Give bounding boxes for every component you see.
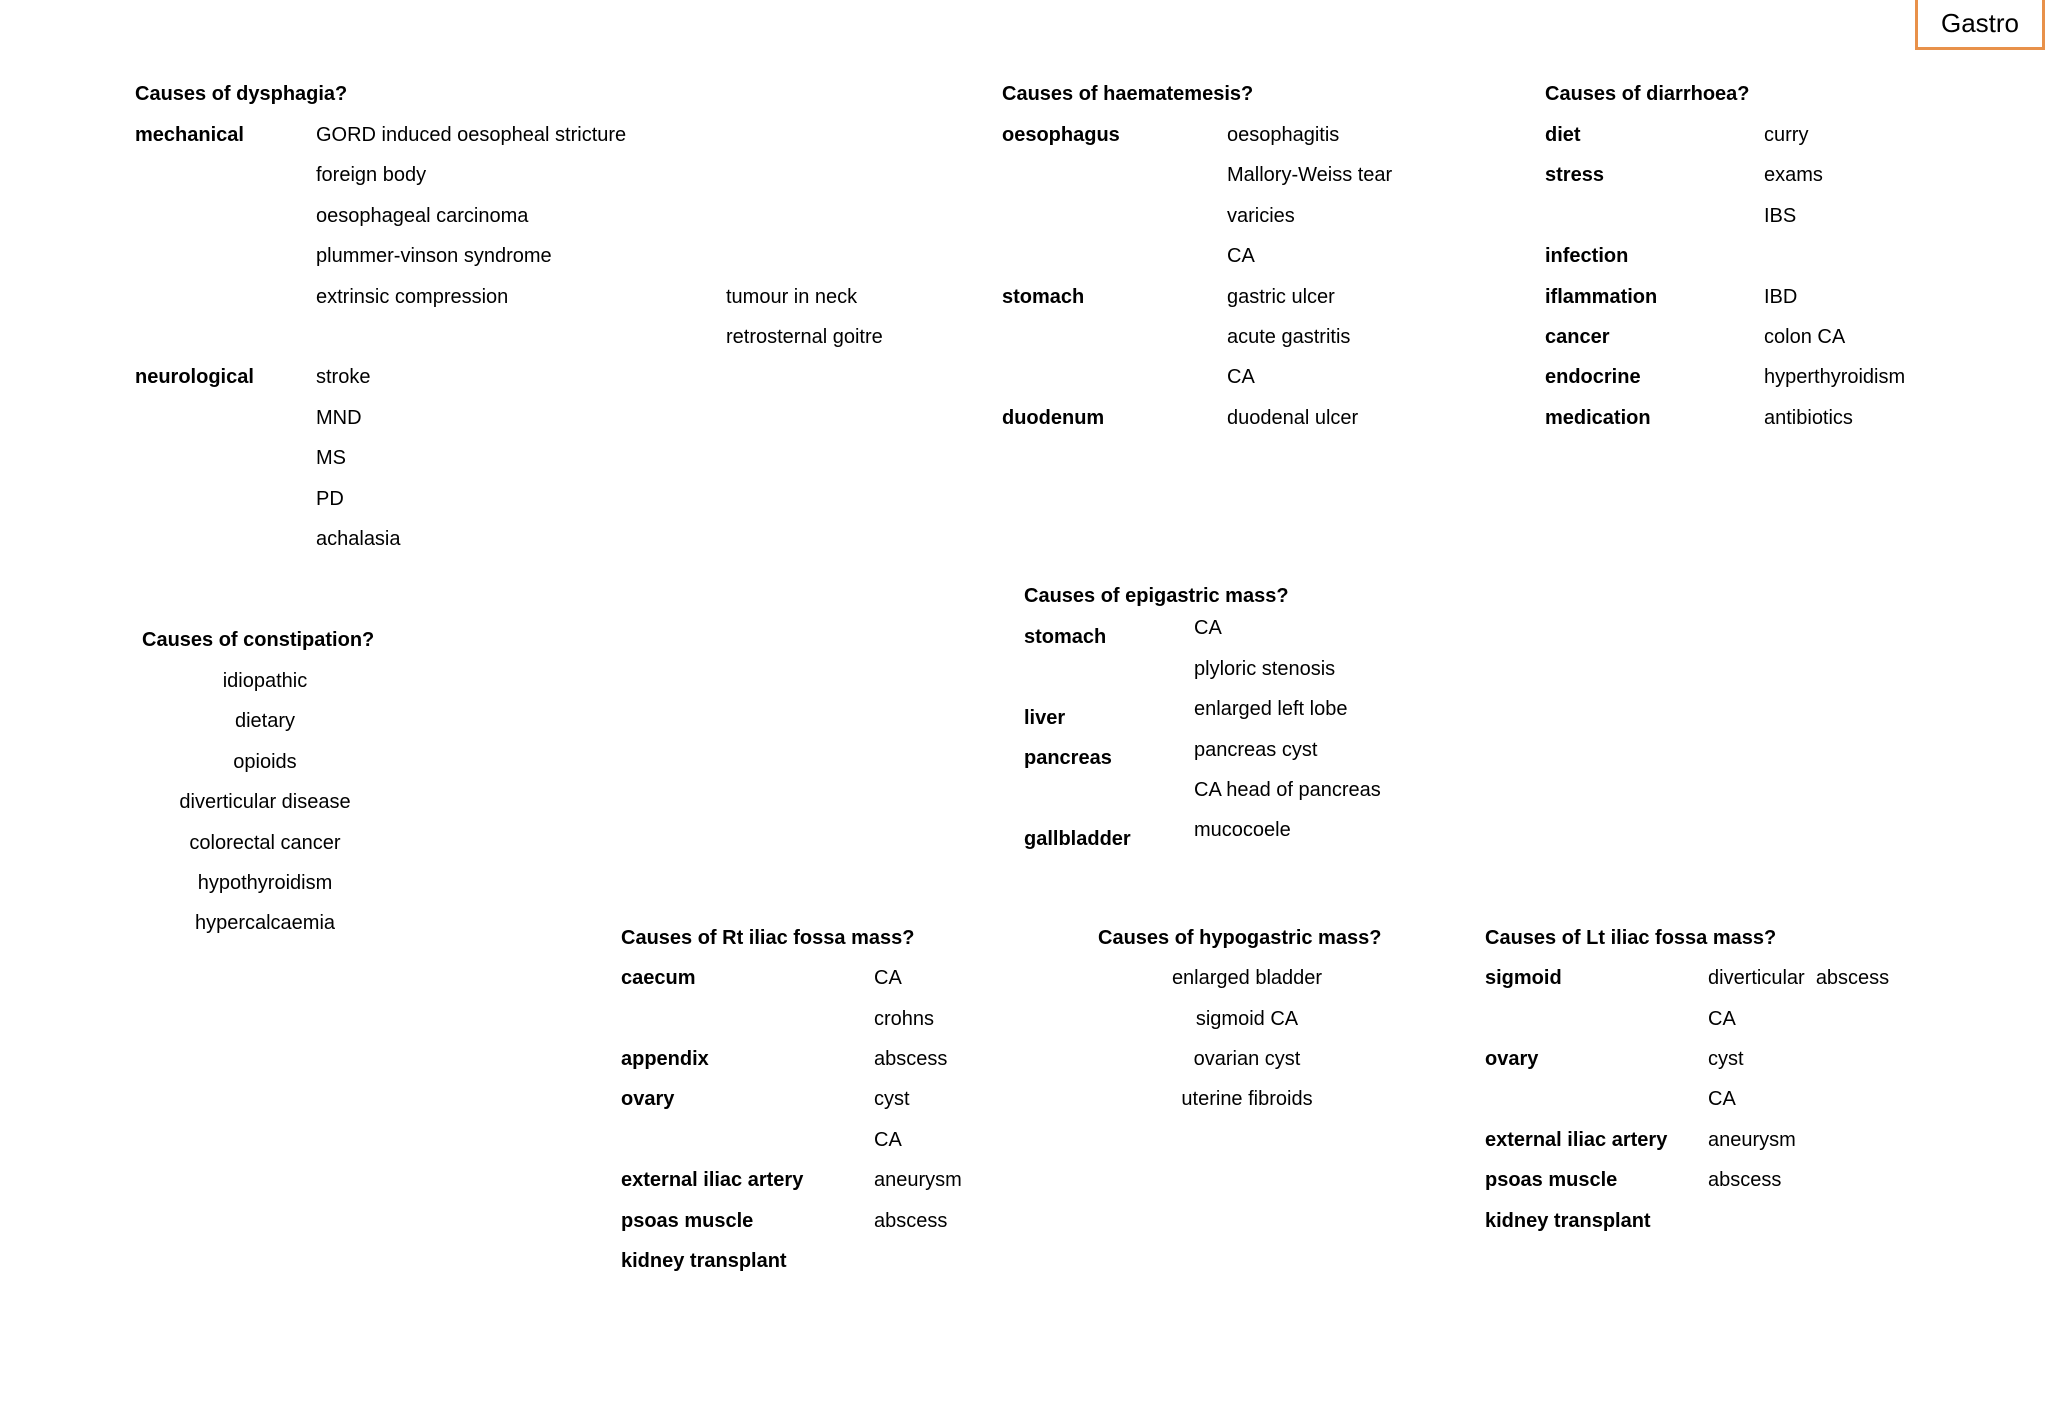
list-item: CA <box>1708 1088 1736 1110</box>
list-item: abscess <box>874 1048 948 1070</box>
list-item: aneurysm <box>1708 1129 1796 1151</box>
section-title: Causes of haematemesis? <box>1002 83 1254 105</box>
list-item: IBS <box>1764 205 1797 227</box>
category-label: external iliac artery <box>1485 1129 1668 1151</box>
list-item: MND <box>316 407 362 429</box>
category-label: endocrine <box>1545 366 1641 388</box>
section-title: Causes of Lt iliac fossa mass? <box>1485 927 1777 949</box>
gastro-tag: Gastro <box>1915 0 2045 50</box>
section-title: Causes of constipation? <box>142 629 375 651</box>
list-item: CA <box>874 967 902 989</box>
category-label: appendix <box>621 1048 709 1070</box>
list-item: hypothyroidism <box>197 872 333 894</box>
list-item: enlarged left lobe <box>1194 698 1348 720</box>
list-item: acute gastritis <box>1227 326 1351 348</box>
list-item: plummer-vinson syndrome <box>316 245 552 267</box>
list-item: hyperthyroidism <box>1764 366 1906 388</box>
list-item: diverticular abscess <box>1708 967 1890 989</box>
category-label: kidney transplant <box>1485 1210 1651 1232</box>
list-item: IBD <box>1764 286 1798 308</box>
list-item: abscess <box>1708 1169 1782 1191</box>
list-item: oesophageal carcinoma <box>316 205 529 227</box>
list-item: pancreas cyst <box>1194 739 1318 761</box>
category-label: psoas muscle <box>621 1210 754 1232</box>
category-label: caecum <box>621 967 696 989</box>
category-label: cancer <box>1545 326 1610 348</box>
category-label: stress <box>1545 164 1604 186</box>
category-label: iflammation <box>1545 286 1658 308</box>
category-label: sigmoid <box>1485 967 1562 989</box>
list-item: idiopathic <box>222 670 308 692</box>
category-label: neurological <box>135 366 254 388</box>
list-item: sigmoid CA <box>1195 1008 1299 1030</box>
list-item: MS <box>316 447 346 469</box>
list-item: abscess <box>874 1210 948 1232</box>
list-item: plyloric stenosis <box>1194 658 1336 680</box>
category-label: external iliac artery <box>621 1169 804 1191</box>
category-label: psoas muscle <box>1485 1169 1618 1191</box>
list-item: colon CA <box>1764 326 1846 348</box>
category-label: stomach <box>1024 626 1107 648</box>
category-label: kidney transplant <box>621 1250 787 1272</box>
list-item: gastric ulcer <box>1227 286 1335 308</box>
section-title: Causes of epigastric mass? <box>1024 585 1289 607</box>
list-item: extrinsic compression <box>316 286 509 308</box>
list-item: stroke <box>316 366 371 388</box>
list-item: colorectal cancer <box>189 832 341 854</box>
category-label: duodenum <box>1002 407 1105 429</box>
list-item: diverticular disease <box>179 791 351 813</box>
section-title: Causes of hypogastric mass? <box>1098 927 1382 949</box>
list-item: achalasia <box>316 528 401 550</box>
list-item: dietary <box>234 710 296 732</box>
category-label: gallbladder <box>1024 828 1131 850</box>
list-item: CA <box>1194 617 1222 639</box>
category-label: ovary <box>621 1088 675 1110</box>
list-item: oesophagitis <box>1227 124 1340 146</box>
category-label: medication <box>1545 407 1651 429</box>
sub-item: tumour in neck <box>726 286 858 308</box>
category-label: mechanical <box>135 124 244 146</box>
category-label: ovary <box>1485 1048 1539 1070</box>
list-item: Mallory-Weiss tear <box>1227 164 1393 186</box>
list-item: CA head of pancreas <box>1194 779 1381 801</box>
list-item: crohns <box>874 1008 935 1030</box>
category-label: oesophagus <box>1002 124 1120 146</box>
list-item: varicies <box>1227 205 1295 227</box>
list-item: foreign body <box>316 164 427 186</box>
list-item: antibiotics <box>1764 407 1853 429</box>
list-item: GORD induced oesopheal stricture <box>316 124 627 146</box>
category-label: pancreas <box>1024 747 1112 769</box>
list-item: cyst <box>874 1088 910 1110</box>
list-item: ovarian cyst <box>1193 1048 1301 1070</box>
section-title: Causes of dysphagia? <box>135 83 348 105</box>
category-label: liver <box>1024 707 1066 729</box>
category-label: diet <box>1545 124 1581 146</box>
sub-item: retrosternal goitre <box>726 326 883 348</box>
category-label: stomach <box>1002 286 1085 308</box>
list-item: opioids <box>233 751 297 773</box>
list-item: cyst <box>1708 1048 1744 1070</box>
list-item: PD <box>316 488 344 510</box>
list-item: hypercalcaemia <box>194 912 336 934</box>
list-item: CA <box>1708 1008 1736 1030</box>
section-title: Causes of diarrhoea? <box>1545 83 1750 105</box>
list-item: mucocoele <box>1194 819 1291 841</box>
list-item: curry <box>1764 124 1809 146</box>
list-item: aneurysm <box>874 1169 962 1191</box>
list-item: exams <box>1764 164 1823 186</box>
section-title: Causes of Rt iliac fossa mass? <box>621 927 915 949</box>
list-item: enlarged bladder <box>1171 967 1323 989</box>
list-item: duodenal ulcer <box>1227 407 1359 429</box>
list-item: CA <box>1227 366 1255 388</box>
list-item: CA <box>874 1129 902 1151</box>
list-item: CA <box>1227 245 1255 267</box>
list-item: uterine fibroids <box>1181 1088 1313 1110</box>
category-label: infection <box>1545 245 1629 267</box>
